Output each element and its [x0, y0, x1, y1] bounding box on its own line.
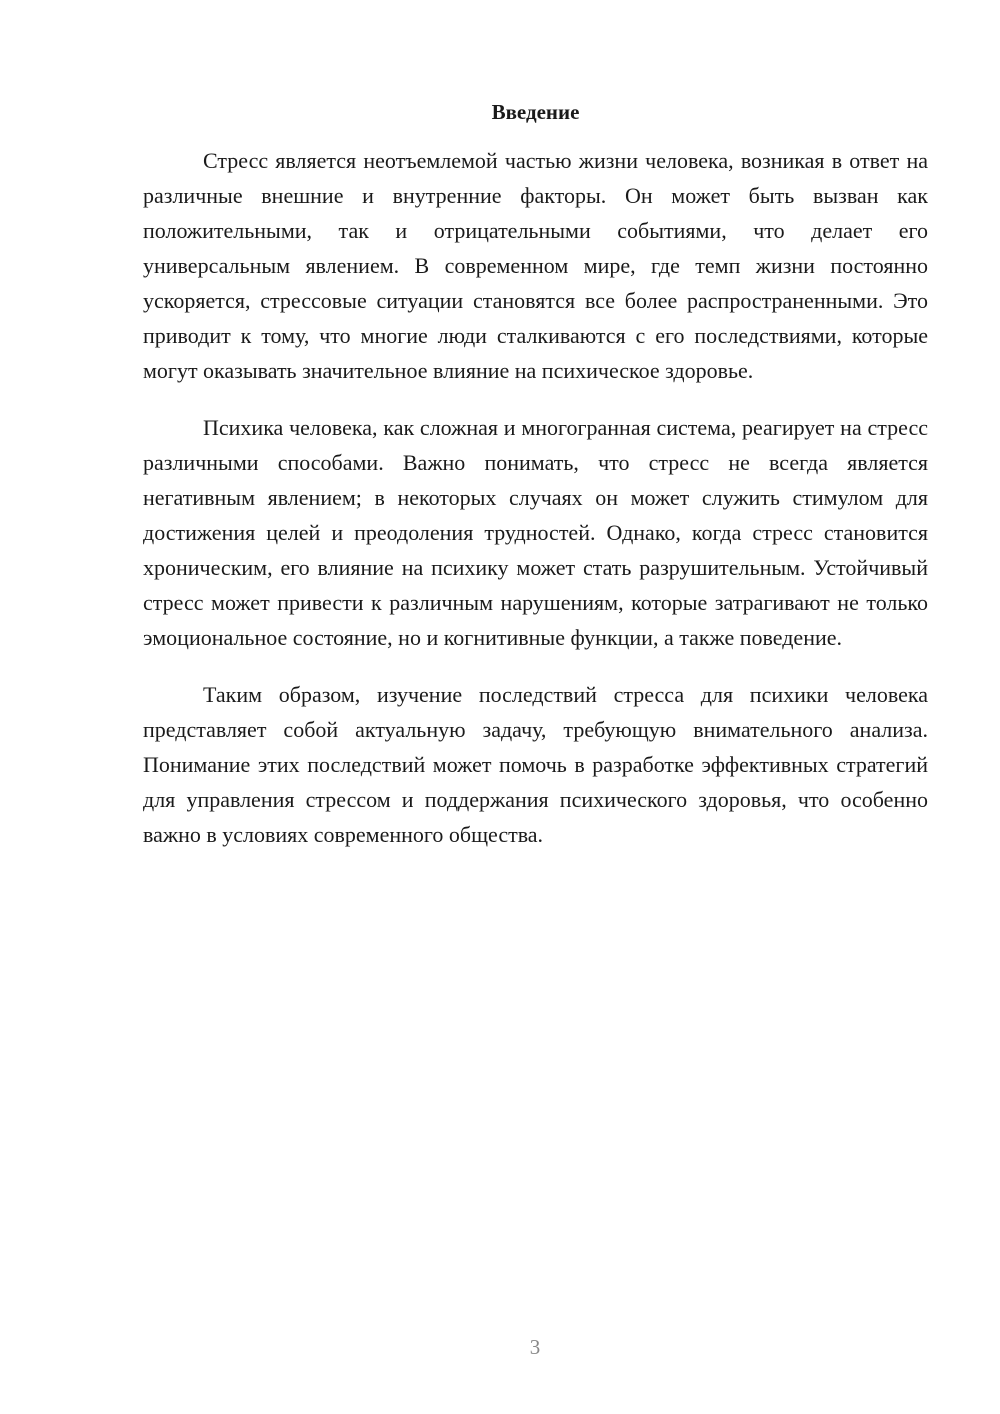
page-title: Введение	[491, 100, 580, 124]
paragraph-2: Психика человека, как сложная и многогранная система, реагирует на стресс различными способами. Важно понимать, что стресс не всегда является негативным явлением; в некоторых случаях он может служить стимулом для достижения целей и преодоления трудностей. Однако, когда стресс становится хроническим, его влияние на психику может стать разрушительным. Устойчивый стресс может привести к различным нарушениям, которые затрагивают не только эмоциональное состояние, но и когнитивные функции, а также поведение.	[143, 415, 928, 650]
document-body	[143, 143, 928, 874]
page-number: 3	[529, 1335, 541, 1359]
paragraph-1: Стресс является неотъемлемой частью жизни человека, возникая в ответ на различные внешние и внутренние факторы. Он может быть вызван как положительными, так и отрицательными событиями, что делает его универсальным явлением. В современном мире, где темп жизни постоянно ускоряется, стрессовые ситуации становятся все более распространенными. Это приводит к тому, что многие люди сталкиваются с его последствиями, которые могут оказывать значительное влияние на психическое здоровье.	[143, 148, 928, 383]
paragraph-3: Таким образом, изучение последствий стресса для психики человека представляет собой актуальную задачу, требующую внимательного анализа. Понимание этих последствий может помочь в разработке эффективных стратегий для управления стрессом и поддержания психического здоровья, что особенно важно в условиях современного общества.	[143, 682, 928, 847]
